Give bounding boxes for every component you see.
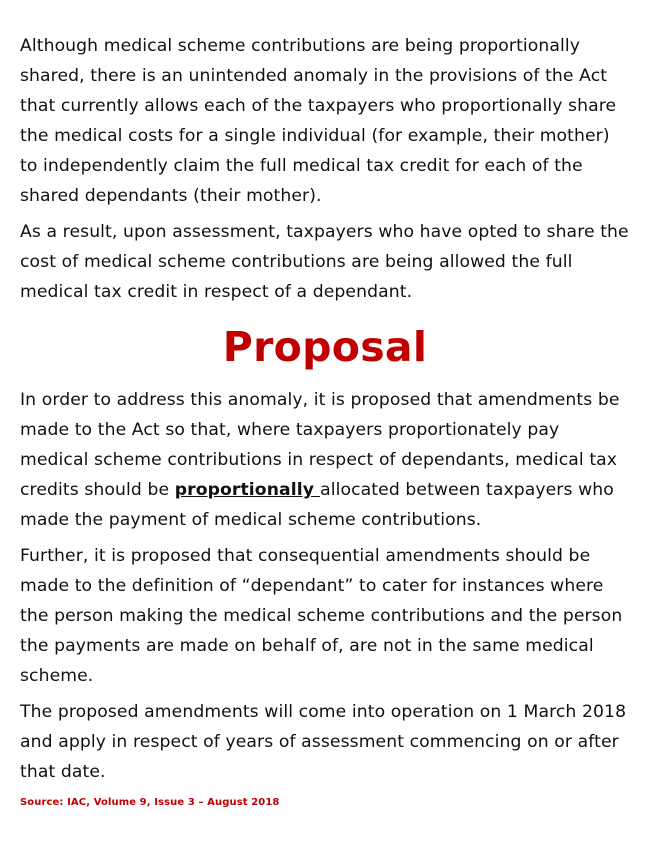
proposal-paragraph-definition: Further, it is proposed that consequential amendments should be made to the definition of “dependant” to cater for instances where the person making the medical scheme contributions and the person the payments are made on behalf of, are not in the same medical scheme. bbox=[20, 546, 623, 686]
document-page bbox=[20, 31, 630, 811]
proposal-paragraph-allocation bbox=[20, 385, 630, 535]
proposal-text-before: In order to address this anomaly, it is proposed that amendments be made to the Act so that, where taxpayers proportionately pay medical scheme contributions in respect of dependants, medical tax credits should be bbox=[20, 390, 620, 500]
proposal-text-after: allocated between taxpayers who made the payment of medical scheme contributions. bbox=[20, 480, 614, 530]
section-heading: Proposal bbox=[222, 323, 428, 371]
emphasized-word: proportionally bbox=[174, 480, 321, 500]
source-citation: Source: IAC, Volume 9, Issue 3 – August 2018 bbox=[20, 797, 280, 808]
proposal-paragraph-effective-date: The proposed amendments will come into operation on 1 March 2018 and apply in respect of years of assessment commencing on or after that date. bbox=[20, 702, 627, 782]
intro-paragraph-assessment: As a result, upon assessment, taxpayers who have opted to share the cost of medical scheme contributions are being allowed the full medical tax credit in respect of a dependant. bbox=[20, 222, 629, 302]
intro-paragraph-anomaly: Although medical scheme contributions are being proportionally shared, there is an unintended anomaly in the provisions of the Act that currently allows each of the taxpayers who proportionally share the medical costs for a single individual (for example, their mother) to independently claim the full medical tax credit for each of the shared dependants (their mother). bbox=[20, 36, 617, 206]
